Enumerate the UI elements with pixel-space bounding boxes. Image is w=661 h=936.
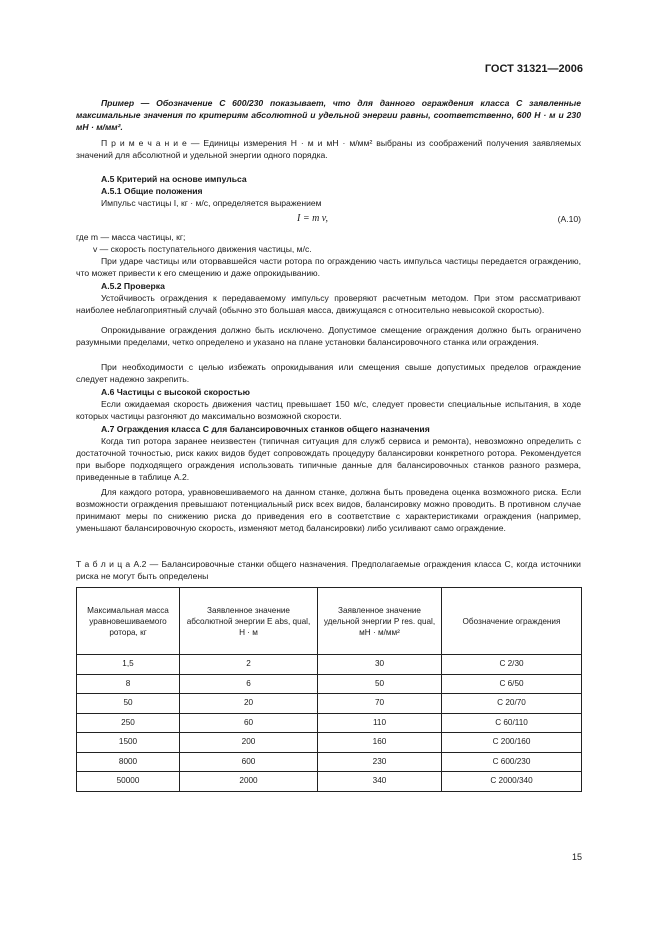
table-row [77, 674, 582, 694]
cell-spec-energy: 110 [318, 713, 442, 733]
a52-paragraph-2: Опрокидывание ограждения должно быть исключено. Допустимое смещение ограждения должно быть ограничено разумными пределами, четко определено и указано на плане установки балансировочного станка или ограждения. [76, 325, 581, 347]
cell-spec-energy: 70 [318, 694, 442, 714]
where-v: v — скорость поступательного движения частицы, м/с. [93, 244, 312, 254]
cell-mass: 50000 [77, 772, 180, 792]
cell-abs-energy: 2000 [180, 772, 318, 792]
header-designation-text: Обозначение ограждения [462, 616, 561, 626]
a51-paragraph-2: При ударе частицы или оторвавшейся части ротора по ограждению часть импульса частицы передается ограждению, что может привести к его смещению и даже опрокидыванию. [76, 256, 581, 278]
cell-mass: 8 [77, 674, 180, 694]
formula-number: (А.10) [557, 214, 581, 224]
cell-mass: 8000 [77, 752, 180, 772]
table-row [77, 713, 582, 733]
header-abs-energy [180, 588, 318, 655]
cell-abs-energy: 600 [180, 752, 318, 772]
cell-mass: 1,5 [77, 655, 180, 675]
cell-designation: С 6/50 [442, 674, 582, 694]
table-caption: Т а б л и ц а А.2 — Балансировочные станки общего назначения. Предполагаемые ограждения класса С, когда источники риска не могут быть определены [76, 559, 581, 581]
cell-mass: 250 [77, 713, 180, 733]
cell-spec-energy: 160 [318, 733, 442, 753]
table-row [77, 694, 582, 714]
header-spec-energy [318, 588, 442, 655]
a52-paragraph-3: При необходимости с целью избежать опрокидывания или смещения свыше допустимых пределов ограждение следует надежно закрепить. [76, 362, 581, 384]
section-a52-title: А.5.2 Проверка [101, 281, 165, 291]
section-a51-title: А.5.1 Общие положения [101, 186, 203, 196]
a6-paragraph: Если ожидаемая скорость движения частиц превышает 150 м/с, следует провести специальные испытания, в ходе которых частицы разгоняют до максимально возможной скорости. [76, 399, 581, 421]
section-a5-title: А.5 Критерий на основе импульса [101, 174, 247, 184]
document-header: ГОСТ 31321—2006 [484, 63, 583, 75]
cell-abs-energy: 6 [180, 674, 318, 694]
header-designation [442, 588, 582, 655]
cell-designation: С 2/30 [442, 655, 582, 675]
cell-designation: С 20/70 [442, 694, 582, 714]
cell-abs-energy: 20 [180, 694, 318, 714]
formula-row [76, 213, 581, 225]
cell-designation: С 2000/340 [442, 772, 582, 792]
cell-mass: 1500 [77, 733, 180, 753]
a7-paragraph-2: Для каждого ротора, уравновешиваемого на данном станке, должна быть проведена оценка возможного риска. Если возможности ограждения превышают потенциальный риск всех видов, балансировку можно проводить. В противном случае принимают меры по снижению риска до приведения его в соответствие с характеристиками ограждения (например, уменьшают балансировочную скорость, изменяют метод балансировки) либо усиливают само ограждение. [76, 487, 581, 533]
formula: I = m v, [297, 213, 328, 224]
table-row [77, 655, 582, 675]
cell-designation: С 600/230 [442, 752, 582, 772]
where-m: где m — масса частицы, кг; [76, 232, 186, 242]
page-number: 15 [571, 852, 582, 862]
header-max-mass-text: Максимальная масса уравновешиваемого ротора, кг [87, 605, 169, 637]
header-spec-energy-text: Заявленное значение удельной энергии P res. qual, мН · м/мм² [323, 605, 436, 637]
header-abs-energy-text: Заявленное значение абсолютной энергии E abs, qual, Н · м [186, 605, 311, 637]
example-paragraph: Пример — Обозначение С 600/230 показывает, что для данного ограждения класса С заявленные максимальные значения по критериям абсолютной и удельной энергии равны, соответственно, 600 Н · м и 230 мН · м/мм². [76, 98, 581, 132]
section-a7-title: А.7 Ограждения класса С для балансировочных станков общего назначения [101, 424, 430, 434]
cell-designation: С 60/110 [442, 713, 582, 733]
cell-spec-energy: 230 [318, 752, 442, 772]
section-a6-title: А.6 Частицы с высокой скоростью [101, 387, 250, 397]
a7-paragraph-1: Когда тип ротора заранее неизвестен (типичная ситуация для служб сервиса и ремонта), невозможно определить с достаточной точностью, риск каких видов будет сопровождать процедуру балансировки конкретного ротора. Рекомендуется при выборе подходящего ограждения использовать типичные данные для балансировочных станков разного размера, приведенные в таблице А.2. [76, 436, 581, 482]
table-row [77, 752, 582, 772]
cell-designation: С 200/160 [442, 733, 582, 753]
cell-abs-energy: 2 [180, 655, 318, 675]
table-header-row [77, 588, 582, 655]
table-row [77, 772, 582, 792]
note-paragraph: П р и м е ч а н и е — Единицы измерения Н · м и мН · м/мм² выбраны из соображений получения заявляемых значений для абсолютной и удельной энергии одного порядка. [76, 138, 581, 160]
cell-spec-energy: 340 [318, 772, 442, 792]
risk-table [76, 587, 582, 792]
cell-mass: 50 [77, 694, 180, 714]
cell-abs-energy: 60 [180, 713, 318, 733]
section-a51-text: Импульс частицы I, кг · м/с, определяется выражением [101, 198, 322, 208]
cell-spec-energy: 50 [318, 674, 442, 694]
cell-abs-energy: 200 [180, 733, 318, 753]
header-max-mass [77, 588, 180, 655]
a52-paragraph-1: Устойчивость ограждения к передаваемому импульсу проверяют расчетным методом. При этом рассматривают наиболее неблагоприятный случай (обычно это большая масса, движущаяся с относительно невысокой скоростью). [76, 293, 581, 315]
cell-spec-energy: 30 [318, 655, 442, 675]
table-row [77, 733, 582, 753]
